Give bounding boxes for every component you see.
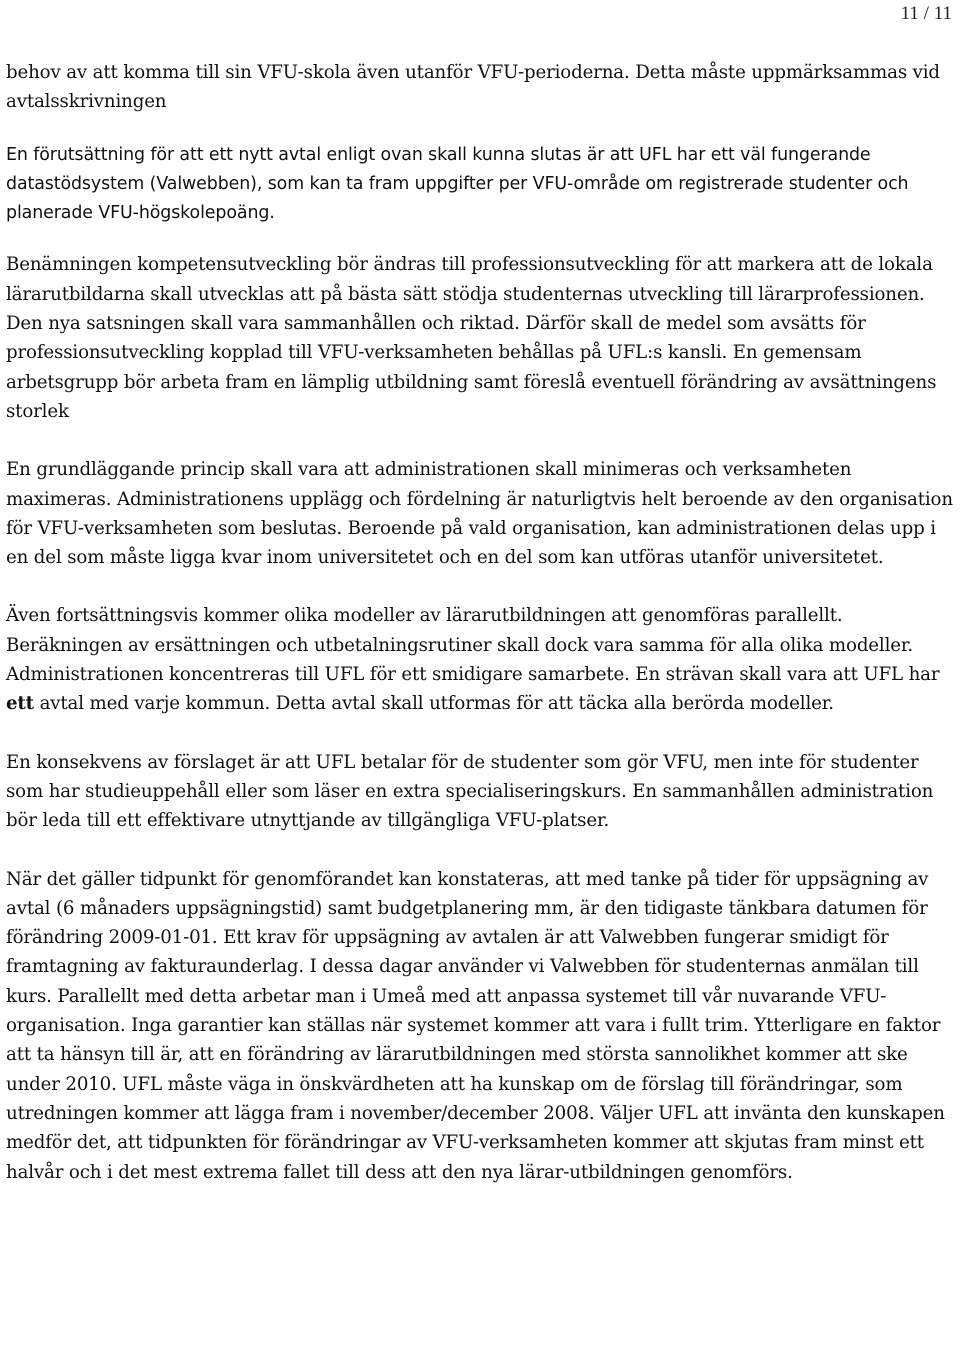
paragraph-5-text-b: avtal med varje kommun. Detta avtal skall utformas för att täcka alla berörda modeller.	[33, 693, 834, 715]
page-number: 11 / 11	[900, 3, 952, 24]
paragraph-7: När det gäller tidpunkt för genomförandet kan konstateras, att med tanke på tider för uppsägning av avtal (6 månaders uppsägningstid) samt budgetplanering mm, är den tidigaste tänkbara datumen för förändring 2009-01-01. Ett krav för uppsägning av avtalen är att Valwebben fungerar smidigt för framtagning av fakturaunderlag. I dessa dagar använder vi Valwebben för studenternas anmälan till kurs. Parallellt med detta arbetar man i Umeå med att anpassa systemet till vår nuvarande VFU-organisation. Inga garantier kan ställas när systemet kommer att vara i fullt trim. Ytterligare en faktor att ta hänsyn till är, att en förändring av lärarutbildningen med största sannolikhet kommer att ske under 2010. UFL måste väga in önskvärdheten att ha kunskap om de förslag till förändringar, som utredningen kommer att lägga fram i november/december 2008. Väljer UFL att invänta den kunskapen medför det, att tidpunkten för förändringar av VFU-verksamheten kommer att skjutas fram minst ett halvår och i det mest extrema fallet till dess att den nya lärar-utbildningen genomförs.	[6, 868, 945, 1183]
document-body	[6, 58, 958, 1187]
paragraph-6: En konsekvens av förslaget är att UFL betalar för de studenter som gör VFU, men inte för studenter som har studieuppehåll eller som läser en extra specialiseringskurs. En sammanhållen administration bör leda till ett effektivare utnyttjande av tillgängliga VFU-platser.	[6, 751, 934, 832]
paragraph-5-text-a: Även fortsättningsvis kommer olika modeller av lärarutbildningen att genomföras parallellt. Beräkningen av ersättningen och utbetalningsrutiner skall dock vara samma för alla olika modeller. Administrationen koncentreras till UFL för ett smidigare samarbete. En strävan skall vara att UFL har	[6, 605, 940, 686]
paragraph-5	[6, 601, 958, 718]
paragraph-1: behov av att komma till sin VFU-skola även utanför VFU-perioderna. Detta måste uppmärksammas vid avtalsskrivningen	[6, 62, 940, 113]
paragraph-4: En grundläggande princip skall vara att administrationen skall minimeras och verksamheten maximeras. Administrationens upplägg och fördelning är naturligtvis helt beroende av den organisation för VFU-verksamheten som beslutas. Beroende på vald organisation, kan administrationen delas upp i en del som måste ligga kvar inom universitetet och en del som kan utföras utanför universitetet.	[6, 459, 953, 569]
paragraph-3: Benämningen kompetensutveckling bör ändras till professionsutveckling för att markera att de lokala lärarutbildarna skall utvecklas att på bästa sätt stödja studenternas utveckling till lärarprofessionen. Den nya satsningen skall vara sammanhållen och riktad. Därför skall de medel som avsätts för professionsutveckling kopplad till VFU-verksamheten behållas på UFL:s kansli. En gemensam arbetsgrupp bör arbeta fram en lämplig utbildning samt föreslå eventuell förändring av avsättningens storlek	[6, 254, 937, 422]
paragraph-2: En förutsättning för att ett nytt avtal enligt ovan skall kunna slutas är att UFL har ett väl fungerande datastödsystem (Valwebben), som kan ta fram uppgifter per VFU-område om registrerade studenter och planerade VFU-högskolepoäng.	[6, 144, 909, 224]
paragraph-5-emphasis: ett	[6, 693, 34, 715]
